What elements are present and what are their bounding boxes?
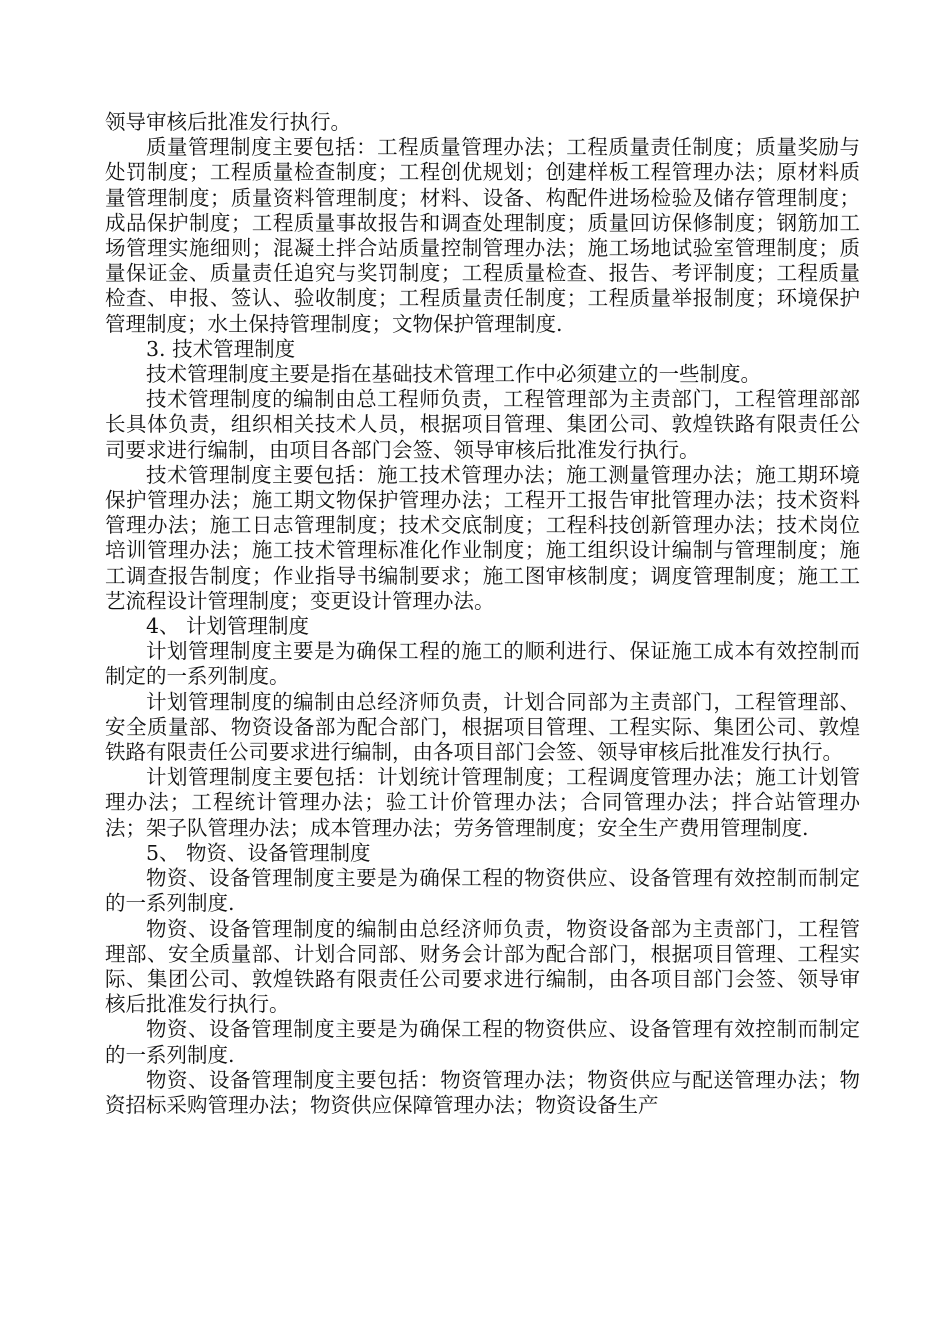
section-heading-materials: 5、 物资、设备管理制度 <box>146 840 371 865</box>
paragraph-materials-items: 物资、设备管理制度主要包括：物资管理办法；物资供应与配送管理办法；物资招标采购管理办法；物资供应保障管理办法；物资设备生产 <box>105 1067 860 1117</box>
paragraph-materials-definition-repeat: 物资、设备管理制度主要是为确保工程的物资供应、设备管理有效控制而制定的一系列制度. <box>105 1017 860 1067</box>
section-heading-technical: 3. 技术管理制度 <box>146 336 296 361</box>
paragraph-technical-compilation: 技术管理制度的编制由总工程师负责，工程管理部为主责部门，工程管理部部长具体负责，组织相关技术人员，根据项目管理、集团公司、敦煌铁路有限责任公司要求进行编制，由项目各部门会签、领导审核后批准发行执行。 <box>105 387 860 462</box>
paragraph-quality-system-items: 质量管理制度主要包括：工程质量管理办法；工程质量责任制度；质量奖励与处罚制度；工程质量检查制度；工程创优规划；创建样板工程管理办法；原材料质量管理制度；质量资料管理制度；材料、设备、构配件进场检验及储存管理制度；成品保护制度；工程质量事故报告和调查处理制度；质量回访保修制度；钢筋加工场管理实施细则；混凝土拌合站质量控制管理办法；施工场地试验室管理制度；质量保证金、质量责任追究与奖罚制度；工程质量检查、报告、考评制度；工程质量检查、申报、签认、验收制度；工程质量责任制度；工程质量举报制度；环境保护管理制度；水土保持管理制度；文物保护管理制度. <box>105 135 860 336</box>
paragraph-materials-compilation: 物资、设备管理制度的编制由总经济师负责，物资设备部为主责部门，工程管理部、安全质量部、计划合同部、财务会计部为配合部门，根据项目管理、工程实际、集团公司、敦煌铁路有限责任公司要求进行编制，由各项目部门会签、领导审核后批准发行执行。 <box>105 916 860 1017</box>
document-page <box>105 110 860 1118</box>
paragraph-planning-items: 计划管理制度主要包括：计划统计管理制度；工程调度管理办法；施工计划管理办法；工程统计管理办法；验工计价管理办法；合同管理办法；拌合站管理办法；架子队管理办法；成本管理办法；劳务管理制度；安全生产费用管理制度. <box>105 765 860 840</box>
paragraph-technical-definition: 技术管理制度主要是指在基础技术管理工作中必须建立的一些制度。 <box>146 362 761 387</box>
paragraph-approval-end: 领导审核后批准发行执行。 <box>105 110 351 134</box>
paragraph-technical-items: 技术管理制度主要包括：施工技术管理办法；施工测量管理办法；施工期环境保护管理办法；施工期文物保护管理办法；工程开工报告审批管理办法；技术资料管理办法；施工日志管理制度；技术交底制度；工程科技创新管理办法；技术岗位培训管理办法；施工技术管理标准化作业制度；施工组织设计编制与管理制度；施工调查报告制度；作业指导书编制要求；施工图审核制度；调度管理制度；施工工艺流程设计管理制度；变更设计管理办法。 <box>105 462 860 613</box>
paragraph-planning-definition: 计划管理制度主要是为确保工程的施工的顺利进行、保证施工成本有效控制而制定的一系列制度。 <box>105 639 860 689</box>
paragraph-materials-definition: 物资、设备管理制度主要是为确保工程的物资供应、设备管理有效控制而制定的一系列制度. <box>105 866 860 916</box>
section-heading-planning: 4、 计划管理制度 <box>146 614 310 639</box>
paragraph-planning-compilation: 计划管理制度的编制由总经济师负责，计划合同部为主责部门，工程管理部、安全质量部、物资设备部为配合部门，根据项目管理、工程实际、集团公司、敦煌铁路有限责任公司要求进行编制，由各项目部门会签、领导审核后批准发行执行。 <box>105 689 860 765</box>
